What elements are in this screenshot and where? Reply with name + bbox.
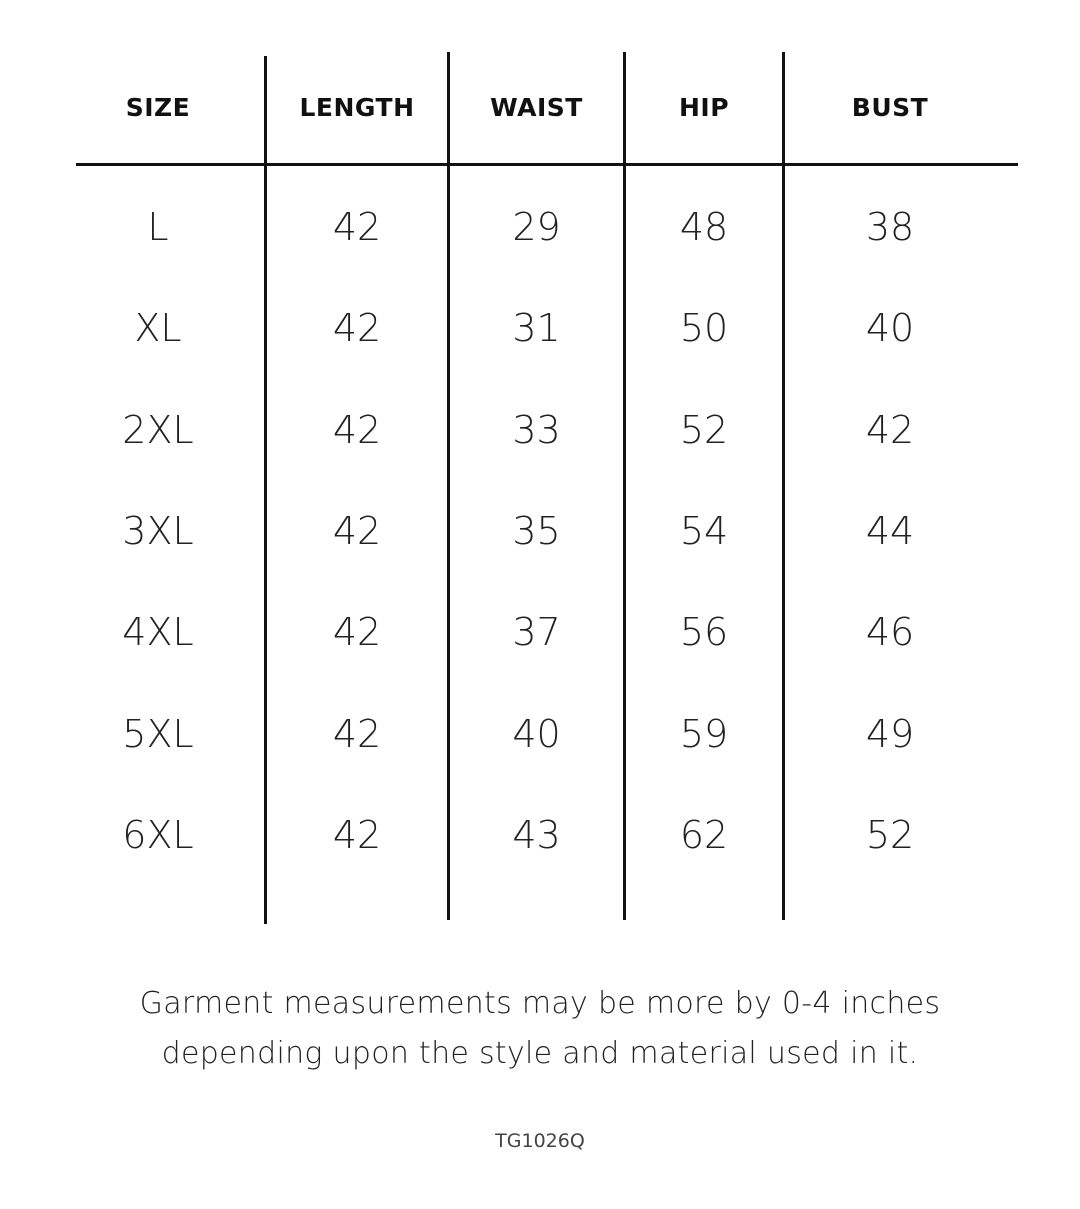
column-divider-2 <box>447 52 450 920</box>
cell-waist: 31 <box>512 306 561 350</box>
cell-size: L <box>147 205 169 249</box>
cell-size: XL <box>134 306 182 350</box>
column-divider-4 <box>782 52 785 920</box>
header-bust: BUST <box>851 93 929 122</box>
header-hip: HIP <box>678 93 730 122</box>
cell-bust: 49 <box>865 712 915 756</box>
cell-length: 42 <box>332 610 382 654</box>
cell-length: 42 <box>332 509 382 553</box>
cell-size: 3XL <box>122 509 194 553</box>
cell-hip: 48 <box>679 205 729 249</box>
column-divider-1 <box>264 56 267 924</box>
cell-hip: 52 <box>679 408 729 452</box>
cell-length: 42 <box>332 813 382 857</box>
cell-waist: 40 <box>512 712 561 756</box>
cell-bust: 42 <box>865 408 915 452</box>
header-length: LENGTH <box>299 93 415 122</box>
cell-length: 42 <box>332 205 382 249</box>
cell-bust: 52 <box>865 813 915 857</box>
footnote-line-1: Garment measurements may be more by 0-4 inches <box>139 986 941 1021</box>
cell-bust: 46 <box>865 610 915 654</box>
cell-length: 42 <box>332 306 382 350</box>
cell-hip: 59 <box>679 712 729 756</box>
cell-hip: 56 <box>679 610 729 654</box>
cell-bust: 38 <box>865 205 915 249</box>
cell-hip: 62 <box>679 813 729 857</box>
cell-waist: 37 <box>512 610 561 654</box>
cell-size: 5XL <box>122 712 194 756</box>
cell-waist: 29 <box>512 205 561 249</box>
cell-size: 6XL <box>122 813 194 857</box>
header-waist: WAIST <box>490 93 583 122</box>
cell-waist: 35 <box>512 509 561 553</box>
product-code: TG1026Q <box>495 1130 585 1152</box>
cell-length: 42 <box>332 408 382 452</box>
footnote-line-2: depending upon the style and material used in it. <box>161 1036 919 1071</box>
header-size: SIZE <box>125 93 191 122</box>
cell-size: 4XL <box>122 610 194 654</box>
cell-hip: 50 <box>679 306 729 350</box>
cell-bust: 40 <box>865 306 915 350</box>
header-divider <box>76 163 1018 166</box>
cell-length: 42 <box>332 712 382 756</box>
cell-hip: 54 <box>679 509 729 553</box>
cell-waist: 33 <box>512 408 561 452</box>
cell-waist: 43 <box>512 813 561 857</box>
cell-bust: 44 <box>865 509 915 553</box>
cell-size: 2XL <box>122 408 194 452</box>
column-divider-3 <box>623 52 626 920</box>
